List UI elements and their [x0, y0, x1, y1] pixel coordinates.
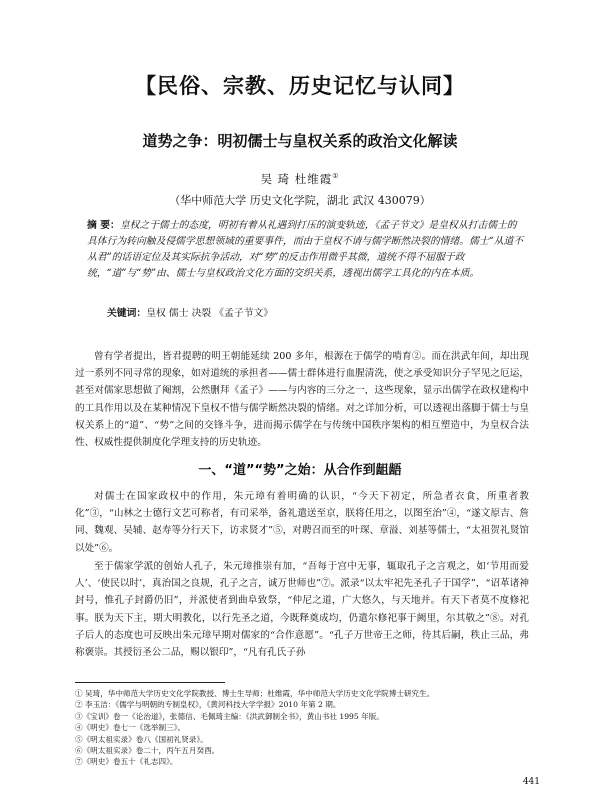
- body-paragraph: 对儒士在国家政权中的作用，朱元璋有着明确的认识，“今天下初定，所急者衣食，所重者教化”③，“山林之士德行文艺可称者，有司采举，备礼遣送至京，朕将任用之，以图至治”④，“遂文原吉、詹同、魏观、吴辅、赵寿等分行天下，访求贤才”⑤，对聘召而至的叶琛、章溢、刘基等儒士，“太祖贺礼贤馆以处”⑥。: [75, 491, 529, 554]
- keywords-text: 皇权 儒士 决裂 《孟子节文》: [146, 308, 274, 319]
- affiliation: （华中师范大学 历史文化学院，湖北 武汉 430079）: [169, 194, 431, 207]
- authors: [0, 171, 600, 187]
- section-banner: 【民俗、宗教、历史记忆与认同】: [135, 74, 465, 98]
- section-heading: 一、“道”“势”之始：从合作到龃龉: [198, 463, 402, 478]
- abstract: [87, 218, 525, 282]
- abstract-label: 摘 要：: [87, 220, 120, 231]
- keywords-label: 关键词：: [107, 308, 147, 319]
- footnote: ③《宝训》卷一《论治道》，张德信、毛佩琦主编：《洪武御制全书》，黄山书社 1995 年版。: [75, 711, 384, 721]
- intro-paragraph: 曾有学者提出，皆君提聘的明王朝能延续 200 多年，根源在于儒学的啃育②。而在洪武年间，却出现过一系列不同寻常的现象，如对道统的承担者——儒士群体进行血腥清洗，使之承受知识分子罕见之厄运，甚至对儒家思想做了阉割，公然删拜《孟子》——与内容的三分之一，这些现象，显示出儒学在政权建构中的工具作用以及在某种情况下皇权不惜与儒学断然决裂的情绪。对之详加分析，可以透视出落脚于儒士与皇权关系上的“道”、“势”之间的交锋斗争，进而揭示儒学在与传统中国秩序架构的相互塑造中，为皇权合法性、权威性提供制度化学理支持的历史轨迹。: [75, 351, 529, 449]
- footnote: ⑤《明太祖实录》卷八《国初礼贤录》。: [75, 734, 208, 744]
- footnote: ② 李玉洁：《儒学与明朝的专制皇权》，《黄河科技大学学报》2010 年第 2 期。: [75, 700, 341, 710]
- article-title: 道势之争：明初儒士与皇权关系的政治文化解读: [142, 132, 458, 150]
- footnote: ⑦《明史》卷五十《礼志四》。: [75, 757, 178, 767]
- page-number: 441: [522, 777, 540, 787]
- keywords: [107, 305, 527, 319]
- abstract-text: 皇权之于儒士的态度，明初有着从礼遇到打压的演变轨迹，《孟子节文》是皇权从打击儒士的具体行为转向触及侵儒学思想领域的重要事件，而由于皇权不请与儒学断然决裂的情绪。儒士“从道不从君”的话语定位及其实际抗争活动，对“势”的反击作用微乎其微，道统不得不屈服于政统，“道”与“势”由、儒士与皇权政治文化方面的交织关系，透视出儒学工具化的内在本质。: [87, 220, 524, 279]
- footnote: ① 吴琦，华中师范大学历史文化学院教授、博士生导师；杜维霞，华中师范大学历史文化学院博士研究生。: [75, 689, 435, 698]
- body-paragraph: 至于儒家学派的创始人孔子，朱元璋推崇有加，“吾每于宫中无事，辄取孔子之言观之，如‘节用而爱人’、‘使民以时’，真治国之良规，孔子之言，诚万世师也”⑦。派录“以太牢祀先圣孔子于国学”，“诏革诸神封号，惟孔子封爵仍旧”，并派使者到曲阜致祭，“仲尼之道，广大悠久，与天地并。有天下者莫不度修祀事。朕为天下主，期大明教化，以行先圣之道，今既释奠成均，仍遣尔修祀事于阙里，尔其敬之”⑧。对孔子后人的态度也可反映出朱元璋早期对儒家的“合作意愿”。“孔子万世帝王之师，待其后嗣，秩止三品，弗称褒崇。其授衍圣公二品，赐以银印”，“凡有孔氏子孙: [75, 561, 529, 659]
- author-footnote-mark: ①: [332, 172, 340, 181]
- footnote-divider: [75, 682, 225, 683]
- author-names: 吴 琦 杜维霞: [260, 172, 333, 186]
- footnote: ④《明史》卷七一《选举制三》。: [75, 723, 186, 733]
- footnote: ⑥《明太祖实录》卷二十，丙午五月癸酉。: [75, 746, 220, 756]
- footnotes: [75, 688, 535, 768]
